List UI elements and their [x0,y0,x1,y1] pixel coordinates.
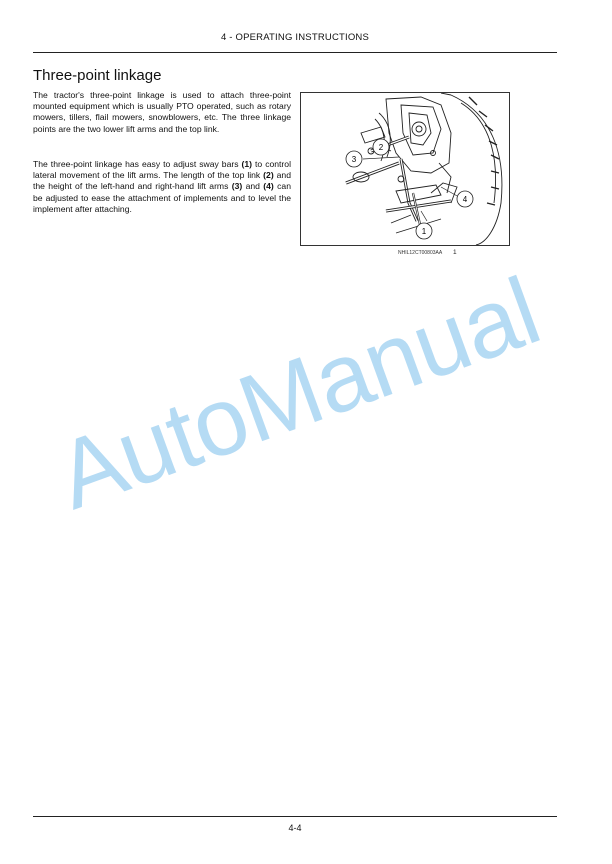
paragraph-1: The tractor's three-point linkage is used to attach three-point mounted equipment which is usually PTO operated, such as rotary mowers, tillers, flail mowers, snowblowers, etc. The three linkage points are the two lower lift arms and the top link. [33,90,291,134]
paragraph-2-text-4: and [242,181,264,192]
linkage-illustration [300,92,510,246]
ref-1: (1) [241,159,253,169]
footer-rule [33,816,557,817]
figure-code: NHIL12CT00803AA [398,250,443,256]
ref-4: (4) [263,181,274,192]
paragraph-2-text-1: The three-point linkage has easy to adjust sway bars [33,159,242,169]
watermark: AutoManual [43,257,553,530]
callout-4-label: 4 [462,195,468,204]
page-header: 4 - OPERATING INSTRUCTIONS [220,32,370,43]
callout-2 [373,139,389,155]
callout-4 [457,191,473,207]
paragraph-2-text-3: and the height of the left-hand and right-hand lift arms [33,170,291,192]
paragraph-2 [33,159,291,215]
callout-3 [346,151,362,167]
callout-1 [416,223,432,239]
paragraph-2-text-2: to control lateral movement of the lift arms. The length of the top link [33,159,291,181]
ref-3: (3) [231,181,243,192]
linkage-drawing [301,93,509,245]
page-number: 4-4 [288,823,302,833]
callout-3-label: 3 [351,155,357,164]
section-title: Three-point linkage [33,67,162,84]
figure-number: 1 [453,249,457,256]
paragraph-2-text-5: can be adjusted to ease the attachment of implements and to level the implement after attaching. [33,181,291,214]
ref-2: (2) [263,170,274,181]
callout-1-label: 1 [421,227,427,236]
header-rule [33,52,557,53]
callout-2-label: 2 [378,143,384,152]
